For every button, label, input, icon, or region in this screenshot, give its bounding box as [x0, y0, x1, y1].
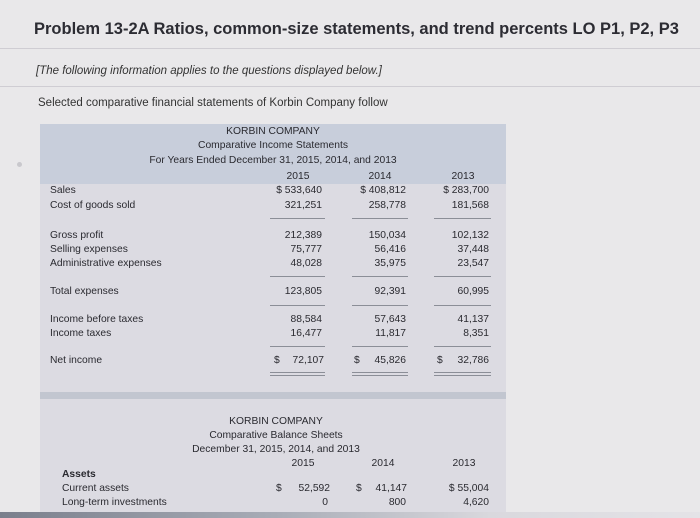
row-label-selling-expenses: Selling expenses: [50, 244, 128, 255]
row-label-admin-expenses: Administrative expenses: [50, 258, 162, 269]
row-label-sales: Sales: [50, 185, 76, 196]
underline: [270, 276, 325, 277]
title-divider: [0, 48, 700, 49]
total-expenses-2015: 123,805: [284, 286, 322, 297]
sales-2013: $ 283,700: [443, 185, 489, 196]
admin-2013: 23,547: [457, 258, 489, 269]
net-income-2013: 32,786: [457, 355, 489, 366]
net-income-2013-dollar: $: [437, 355, 443, 366]
income-year-2013: 2013: [451, 171, 475, 182]
ibt-2014: 57,643: [374, 314, 406, 325]
balance-year-2014: 2014: [371, 458, 395, 469]
intro-text: Selected comparative financial statements of Korbin Company follow: [38, 97, 388, 109]
gross-profit-2013: 102,132: [451, 230, 489, 241]
total-expenses-2013: 60,995: [457, 286, 489, 297]
income-year-2014: 2014: [368, 171, 392, 182]
underline: [270, 305, 325, 306]
section-separator: [40, 392, 506, 399]
balance-statement-period: December 31, 2015, 2014, and 2013: [192, 444, 360, 455]
selling-2015: 75,777: [290, 244, 322, 255]
side-marker: [17, 162, 22, 167]
underline: [352, 346, 408, 347]
current-assets-2013: $ 55,004: [448, 483, 489, 494]
net-income-2015-dollar: $: [274, 355, 280, 366]
underline: [434, 305, 491, 306]
lt-investments-2015: 0: [322, 497, 328, 508]
current-assets-2014: 41,147: [375, 483, 407, 494]
row-label-income-taxes: Income taxes: [50, 328, 112, 339]
double-underline: [434, 372, 491, 376]
gross-profit-2014: 150,034: [368, 230, 406, 241]
lt-investments-2013: 4,620: [463, 497, 489, 508]
row-label-total-expenses: Total expenses: [50, 286, 119, 297]
selling-2014: 56,416: [374, 244, 406, 255]
current-assets-2015-dollar: $: [276, 483, 282, 494]
double-underline: [352, 372, 408, 376]
balance-statement-title: Comparative Balance Sheets: [209, 430, 343, 441]
underline: [434, 346, 491, 347]
underline: [352, 276, 408, 277]
ibt-2015: 88,584: [290, 314, 322, 325]
sales-2015: $ 533,640: [276, 185, 322, 196]
balance-year-2013: 2013: [452, 458, 476, 469]
sales-2014: $ 408,812: [360, 185, 406, 196]
income-statement-period: For Years Ended December 31, 2015, 2014, and 2013: [149, 155, 397, 166]
net-income-2015: 72,107: [292, 355, 324, 366]
cogs-2014: 258,778: [368, 200, 406, 211]
row-label-gross-profit: Gross profit: [50, 230, 104, 241]
underline: [352, 305, 408, 306]
row-label-income-before-taxes: Income before taxes: [50, 314, 144, 325]
gross-profit-2015: 212,389: [284, 230, 322, 241]
admin-2015: 48,028: [290, 258, 322, 269]
current-assets-2015: 52,592: [298, 483, 330, 494]
problem-title: Problem 13-2A Ratios, common-size statements, and trend percents LO P1, P2, P3: [34, 20, 679, 38]
total-expenses-2014: 92,391: [374, 286, 406, 297]
cogs-2015: 321,251: [284, 200, 322, 211]
underline: [434, 276, 491, 277]
underline: [434, 218, 491, 219]
taxes-2013: 8,351: [463, 328, 489, 339]
ibt-2013: 41,137: [457, 314, 489, 325]
info-note: [The following information applies to the questions displayed below.]: [36, 65, 382, 77]
window-bottom-edge: [0, 512, 700, 518]
row-label-current-assets: Current assets: [62, 483, 129, 494]
note-divider: [0, 86, 700, 87]
selling-2013: 37,448: [457, 244, 489, 255]
row-label-cogs: Cost of goods sold: [50, 200, 136, 211]
income-company-name: KORBIN COMPANY: [226, 126, 320, 137]
income-statement-title: Comparative Income Statements: [198, 140, 348, 151]
row-label-long-term-investments: Long-term investments: [62, 497, 167, 508]
net-income-2014-dollar: $: [354, 355, 360, 366]
underline: [270, 346, 325, 347]
underline: [352, 218, 408, 219]
income-year-2015: 2015: [286, 171, 310, 182]
lt-investments-2014: 800: [388, 497, 406, 508]
current-assets-2014-dollar: $: [356, 483, 362, 494]
underline: [270, 218, 325, 219]
balance-year-2015: 2015: [291, 458, 315, 469]
balance-company-name: KORBIN COMPANY: [229, 416, 323, 427]
assets-section-label: Assets: [62, 469, 96, 480]
cogs-2013: 181,568: [451, 200, 489, 211]
net-income-2014: 45,826: [374, 355, 406, 366]
row-label-net-income: Net income: [50, 355, 103, 366]
taxes-2015: 16,477: [290, 328, 322, 339]
admin-2014: 35,975: [374, 258, 406, 269]
taxes-2014: 11,817: [375, 328, 406, 339]
double-underline: [270, 372, 325, 376]
